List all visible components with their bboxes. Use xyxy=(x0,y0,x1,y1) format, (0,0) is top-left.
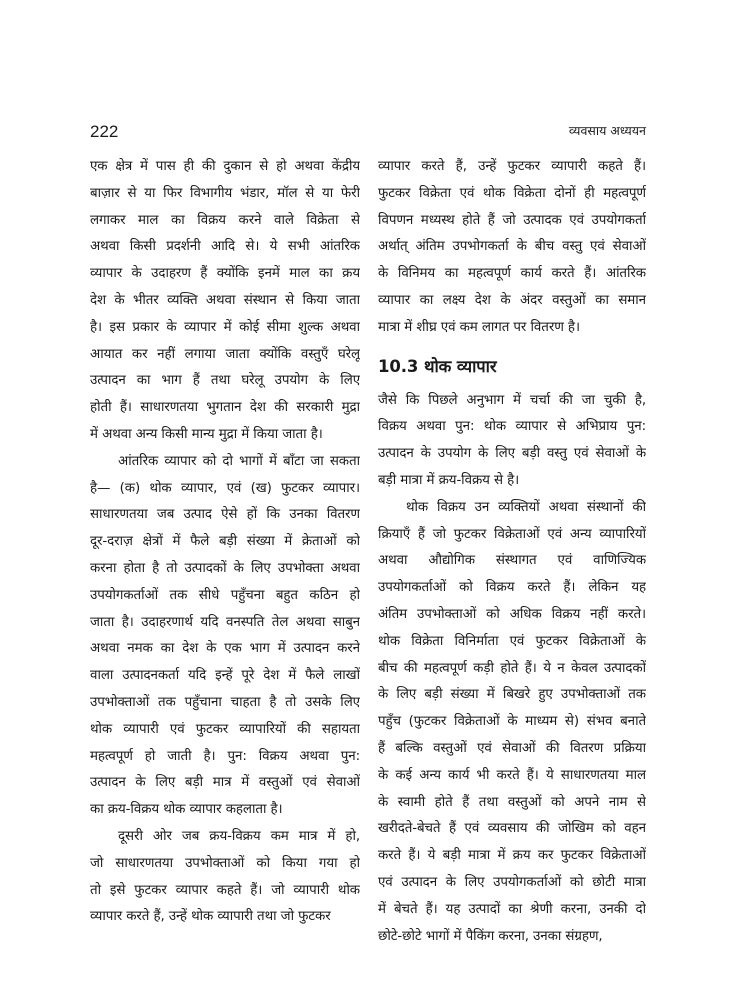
text-line: उत्पादन के लिए बड़ी मात्र में वस्तुओं एवं सेवाओं xyxy=(90,775,360,791)
text-line: पहुँच (फुटकर विक्रेताओं के माध्यम से) संभव बनाते xyxy=(378,714,646,730)
text-line: एक क्षेत्र में पास ही की दुकान से हो अथवा केंद्रीय xyxy=(90,159,360,174)
text-line: वाला उत्पादनकर्ता यदि इन्हें पूरे देश में फैले लाखों xyxy=(90,668,360,684)
text-line: व्यापार करते हैं, उन्हें फुटकर व्यापारी कहते हैं। xyxy=(378,159,646,174)
running-head: व्यवसाय अध्ययन xyxy=(568,123,646,138)
right-column-body xyxy=(378,388,646,951)
text-line: अर्थात् अंतिम उपभोगकर्ता के बीच वस्तु एवं सेवाओं xyxy=(378,239,646,255)
right-column xyxy=(378,154,646,950)
text-line: अथवा किसी प्रदर्शनी आदि से। ये सभी आंतरिक xyxy=(90,239,360,255)
text-line: में अथवा अन्य किसी मान्य मुद्रा में किया जाता है। xyxy=(90,426,323,442)
text-line: अथवा औद्योगिक संस्थागत एवं वाणिज्यिक xyxy=(378,553,646,569)
text-line: उपभोक्ताओं तक पहुँचाना चाहता है तो उसके लिए xyxy=(90,694,360,710)
text-line: फुटकर विक्रेता एवं थोक विक्रेता दोनों ही महत्वपूर्ण xyxy=(378,185,646,201)
text-line: के स्वामी होते हैं तथा वस्तुओं को अपने नाम से xyxy=(378,794,646,810)
text-line: विपणन मध्यस्थ होते हैं जो उत्पादक एवं उपयोगकर्ता xyxy=(378,212,646,228)
page-number: 222 xyxy=(90,122,119,141)
text-line: बड़ी मात्रा में क्रय-विक्रय से है। xyxy=(378,472,520,488)
text-line: में बेचते हैं। यह उत्पादों का श्रेणी करना, उनकी दो xyxy=(378,901,646,917)
text-line: उपयोगकर्ताओं को विक्रय करते हैं। लेकिन यह xyxy=(378,580,646,596)
text-line: व्यापार का लक्ष्य देश के अंदर वस्तुओं का समान xyxy=(378,292,646,308)
text-line: हैं बल्कि वस्तुओं एवं सेवाओं की वितरण प्रक्रिया xyxy=(378,740,646,756)
text-line: आंतरिक व्यापार को दो भागों में बाँटा जा सकता xyxy=(118,453,360,469)
text-line: जैसे कि पिछले अनुभाग में चर्चा की जा चुकी है, xyxy=(378,392,646,408)
text-line: महत्वपूर्ण हो जाती है। पुन: विक्रय अथवा पुन: xyxy=(90,748,360,764)
text-line: के कई अन्य कार्य भी करते हैं। ये साधारणतया माल xyxy=(378,767,646,783)
text-line: थोक विक्रय उन व्यक्तियों अथवा संस्थानों की xyxy=(406,499,646,515)
text-line: थोक विक्रेता विनिर्माता एवं फुटकर विक्रेताओं के xyxy=(378,633,646,649)
text-line: बाज़ार से या फिर विभागीय भंडार, मॉल से या फेरी xyxy=(90,185,360,201)
left-column xyxy=(90,154,360,931)
text-line: उपयोगकर्ताओं तक सीधे पहुँचना बहुत कठिन हो xyxy=(90,587,360,603)
text-line: साधारणतया जब उत्पाद ऐसे हों कि उनका वितरण xyxy=(90,507,360,523)
text-line: मात्रा में शीघ्र एवं कम लागत पर वितरण है। xyxy=(378,319,580,335)
text-line: थोक व्यापारी एवं फुटकर व्यापारियों की सहायता xyxy=(90,721,360,737)
text-line: करना होता है तो उत्पादकों के लिए उपभोक्ता अथवा xyxy=(90,560,360,576)
text-line: है— (क) थोक व्यापार, एवं (ख) फुटकर व्यापार। xyxy=(90,480,360,496)
text-line: उत्पादन का भाग हैं तथा घरेलू उपयोग के लिए xyxy=(90,373,360,389)
text-line: जाता है। उदाहरणार्थ यदि वनस्पति तेल अथवा साबुन xyxy=(90,614,360,630)
text-line: आयात कर नहीं लगाया जाता क्योंकि वस्तुएँ घरेलू xyxy=(90,346,360,362)
text-line: अथवा नमक का देश के एक भाग में उत्पादन करने xyxy=(90,641,360,657)
text-line: बीच की महत्वपूर्ण कड़ी होते हैं। ये न केवल उत्पादकों xyxy=(378,660,646,676)
text-line: खरीदते-बेचते हैं एवं व्यवसाय की जोखिम को वहन xyxy=(378,821,646,837)
text-line: लगाकर माल का विक्रय करने वाले विक्रेता से xyxy=(90,212,360,228)
text-line: छोटे-छोटे भागों में पैकिंग करना, उनका संग्रहण, xyxy=(378,928,603,944)
text-line: होती हैं। साधारणतया भुगतान देश की सरकारी मुद्रा xyxy=(90,400,360,416)
right-column-intro xyxy=(378,154,646,342)
text-line: करते हैं। ये बड़ी मात्रा में क्रय कर फुटकर विक्रेताओं xyxy=(378,848,646,864)
text-line: का क्रय-विक्रय थोक व्यापार कहलाता है। xyxy=(90,802,283,818)
text-line: अंतिम उपभोक्ताओं को अधिक विक्रय नहीं करते। xyxy=(378,606,646,622)
text-line: दूसरी ओर जब क्रय-विक्रय कम मात्र में हो, xyxy=(118,828,360,844)
text-line: जो साधारणतया उपभोक्ताओं को किया गया हो xyxy=(90,855,360,871)
text-line: व्यापार करते हैं, उन्हें थोक व्यापारी तथा जो फुटकर xyxy=(90,909,331,925)
section-heading: 10.3 थोक व्यापार xyxy=(378,356,497,376)
text-line: देश के भीतर व्यक्ति अथवा संस्थान से किया जाता xyxy=(90,292,360,308)
text-line: तो इसे फुटकर व्यापार कहते हैं। जो व्यापारी थोक xyxy=(90,882,360,898)
text-line: है। इस प्रकार के व्यापार में कोई सीमा शुल्क अथवा xyxy=(90,319,360,335)
text-line: के लिए बड़ी संख्या में बिखरे हुए उपभोक्ताओं तक xyxy=(378,687,646,703)
text-line: व्यापार के उदाहरण हैं क्योंकि इनमें माल का क्रय xyxy=(90,266,360,282)
text-line: एवं उत्पादन के लिए उपयोगकर्ताओं को छोटी मात्रा xyxy=(378,874,646,890)
page-header xyxy=(90,122,646,142)
text-line: क्रियाएँ हैं जो फुटकर विक्रेताओं एवं अन्य व्यापारियों xyxy=(378,526,646,542)
text-line: विक्रय अथवा पुन: थोक व्यापार से अभिप्राय पुन: xyxy=(378,419,646,435)
text-line: उत्पादन के उपयोग के लिए बड़ी वस्तु एवं सेवाओं के xyxy=(378,446,646,462)
text-line: के विनिमय का महत्वपूर्ण कार्य करते हैं। आंतरिक xyxy=(378,266,646,282)
text-line: दूर-दराज़ क्षेत्रों में फैले बड़ी संख्या में क्रेताओं को xyxy=(90,534,360,550)
